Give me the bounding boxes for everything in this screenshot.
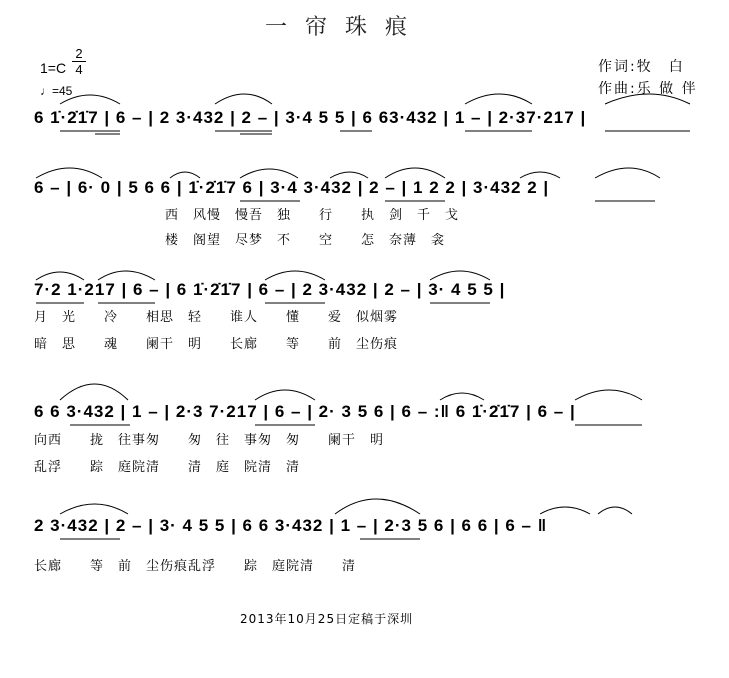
lyrics-line-5-verse-1: 长廊 等 前 尘伤痕乱浮 踪 庭院清 清: [34, 559, 357, 574]
slur: [385, 168, 445, 178]
notation-line-2: 6 – | 6· 0 | 5 6 6 | 1̇·2̇1̇7 6 | 3·4 3·432 | 2 – | 1 2 2 | 3·432 2 |: [34, 178, 550, 197]
slur: [36, 168, 102, 178]
lyricist-credit: 作词:牧 白: [598, 59, 685, 75]
slur: [265, 271, 325, 280]
notation-line-3: 7·2 1·217 | 6 – | 6 1̇·2̇1̇7 | 6 – | 2 3·432 | 2 – | 3· 4 5 5 |: [34, 280, 506, 299]
slur: [430, 271, 490, 280]
time-signature-top: 2: [75, 46, 83, 61]
lyrics-line-4-verse-1: 向西 拢 往事匆 匆 往 事匆 匆 阑干 明: [34, 433, 385, 448]
slur: [170, 172, 200, 178]
slur: [215, 94, 272, 104]
slur: [60, 95, 120, 104]
key-signature: 1=C: [40, 60, 67, 76]
slur: [595, 168, 660, 178]
lyrics-line-2-verse-1: 西 风慢 慢吾 独 行 执 剑 千 戈: [165, 208, 460, 223]
slur: [255, 390, 315, 400]
slur: [520, 172, 560, 178]
slur: [598, 507, 632, 514]
time-signature-bottom: 4: [75, 62, 83, 77]
slur: [60, 504, 128, 514]
song-title: 一帘珠痕: [265, 15, 426, 40]
slur: [440, 393, 484, 400]
slur: [575, 390, 642, 400]
notation-line-5: 2 3·432 | 2 – | 3· 4 5 5 | 6 6 3·432 | 1 – | 2·3 5 6 | 6 6 | 6 – ‖: [34, 516, 548, 535]
tempo-marking: ♩=45: [40, 84, 73, 98]
slur: [330, 172, 368, 178]
slur: [465, 94, 532, 104]
slur: [36, 272, 84, 280]
notation-line-4: 6 6 3·432 | 1 – | 2·3 7·217 | 6 – | 2· 3 5 6 | 6 – :‖ 6 1̇·2̇1̇7 | 6 – |: [34, 402, 576, 421]
lyrics-line-4-verse-2: 乱浮 踪 庭院清 清 庭 院清 清: [34, 460, 301, 475]
slur: [605, 94, 690, 104]
slur: [335, 499, 420, 514]
slur: [98, 271, 155, 280]
slur: [60, 384, 128, 400]
slur: [540, 507, 590, 514]
lyrics-line-3-verse-1: 月 光 冷 相思 轻 谁人 懂 爱 似烟雾: [34, 310, 399, 325]
lyrics-line-3-verse-2: 暗 思 魂 阑干 明 长廊 等 前 尘伤痕: [34, 337, 399, 352]
completion-note: 2013年10月25日定稿于深圳: [240, 612, 414, 626]
composer-credit: 作曲:乐 做 伴: [598, 81, 698, 97]
notation-line-1: 6 1̇·2̇1̇7 | 6 – | 2 3·432 | 2 – | 3·4 5 5 | 6 63·432 | 1 – | 2·37·217 |: [34, 108, 587, 127]
lyrics-line-2-verse-2: 楼 阁望 尽梦 不 空 怎 奈薄 衾: [165, 233, 446, 248]
slur: [240, 169, 298, 178]
